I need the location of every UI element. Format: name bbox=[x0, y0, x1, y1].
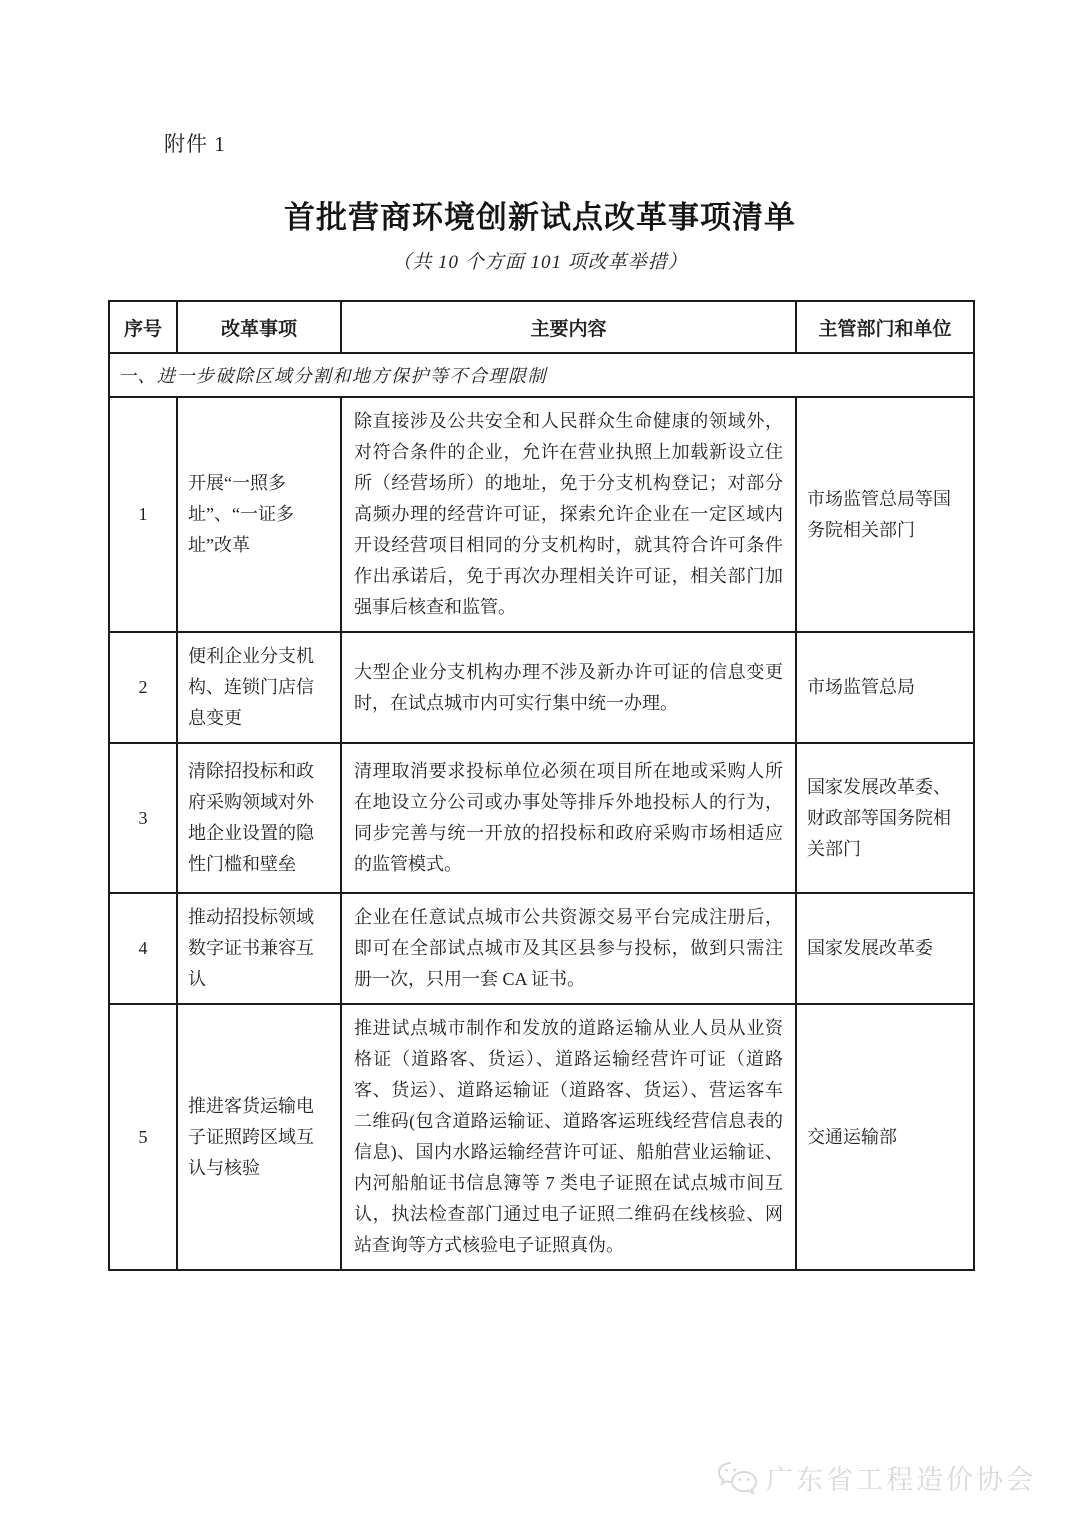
department-cell: 国家发展改革委、财政部等国务院相关部门 bbox=[796, 743, 974, 893]
department-cell: 市场监管总局 bbox=[796, 632, 974, 743]
column-header-reform-item: 改革事项 bbox=[177, 301, 341, 353]
column-header-main-content: 主要内容 bbox=[341, 301, 796, 353]
row-number: 4 bbox=[109, 893, 177, 1004]
row-number: 3 bbox=[109, 743, 177, 893]
reform-item-cell: 开展“一照多址”、“一证多址”改革 bbox=[177, 397, 341, 632]
page-title: 首批营商环境创新试点改革事项清单 bbox=[284, 200, 796, 235]
watermark-text: 广东省工程造价协会 bbox=[766, 1465, 1036, 1495]
table-row bbox=[109, 397, 974, 632]
main-content-cell: 推进试点城市制作和发放的道路运输从业人员从业资格证（道路客、货运）、道路运输经营许可证（道路客、货运）、道路运输证（道路客、货运）、营运客车二维码(包含道路运输证、道路客运班线经营信息表的信息)、国内水路运输经营许可证、船舶营业运输证、内河船舶证书信息簿等 7 类电子证照在试点城市间互认，执法检查部门通过电子证照二维码在线核验、网站查询等方式核验电子证照真伪。 bbox=[341, 1004, 796, 1270]
reform-items-table bbox=[108, 300, 975, 1271]
table-header-row bbox=[109, 301, 974, 353]
main-content-cell: 除直接涉及公共安全和人民群众生命健康的领域外，对符合条件的企业，允许在营业执照上加载新设立住所（经营场所）的地址，免于分支机构登记；对部分高频办理的经营许可证，探索允许企业在一定区域内开设经营项目相同的分支机构时，就其符合许可条件作出承诺后，免于再次办理相关许可证，相关部门加强事后核查和监管。 bbox=[341, 397, 796, 632]
table-row bbox=[109, 893, 974, 1004]
row-number: 2 bbox=[109, 632, 177, 743]
wechat-icon bbox=[716, 1460, 758, 1496]
row-number: 1 bbox=[109, 397, 177, 632]
reform-item-cell: 推进客货运输电子证照跨区域互认与核验 bbox=[177, 1004, 341, 1270]
department-cell: 国家发展改革委 bbox=[796, 893, 974, 1004]
table-row bbox=[109, 743, 974, 893]
watermark bbox=[716, 1458, 1036, 1497]
row-number: 5 bbox=[109, 1004, 177, 1270]
table-row bbox=[109, 1004, 974, 1270]
column-header-department: 主管部门和单位 bbox=[796, 301, 974, 353]
main-content-cell: 清理取消要求投标单位必须在项目所在地或采购人所在地设立分公司或办事处等排斥外地投标人的行为，同步完善与统一开放的招投标和政府采购市场相适应的监管模式。 bbox=[341, 743, 796, 893]
page-subtitle: （共 10 个方面 101 项改革举措） bbox=[392, 252, 688, 273]
department-cell: 交通运输部 bbox=[796, 1004, 974, 1270]
table-row bbox=[109, 632, 974, 743]
section-title: 一、进一步破除区域分割和地方保护等不合理限制 bbox=[109, 353, 974, 397]
main-content-cell: 大型企业分支机构办理不涉及新办许可证的信息变更时，在试点城市内可实行集中统一办理。 bbox=[341, 632, 796, 743]
department-cell: 市场监管总局等国务院相关部门 bbox=[796, 397, 974, 632]
main-content-cell: 企业在任意试点城市公共资源交易平台完成注册后，即可在全部试点城市及其区县参与投标，做到只需注册一次，只用一套 CA 证书。 bbox=[341, 893, 796, 1004]
reform-item-cell: 便利企业分支机构、连锁门店信息变更 bbox=[177, 632, 341, 743]
reform-item-cell: 清除招投标和政府采购领域对外地企业设置的隐性门槛和壁垒 bbox=[177, 743, 341, 893]
column-header-no: 序号 bbox=[109, 301, 177, 353]
reform-item-cell: 推动招投标领域数字证书兼容互认 bbox=[177, 893, 341, 1004]
section-header-row bbox=[109, 353, 974, 397]
attachment-label: 附件 1 bbox=[164, 132, 226, 156]
